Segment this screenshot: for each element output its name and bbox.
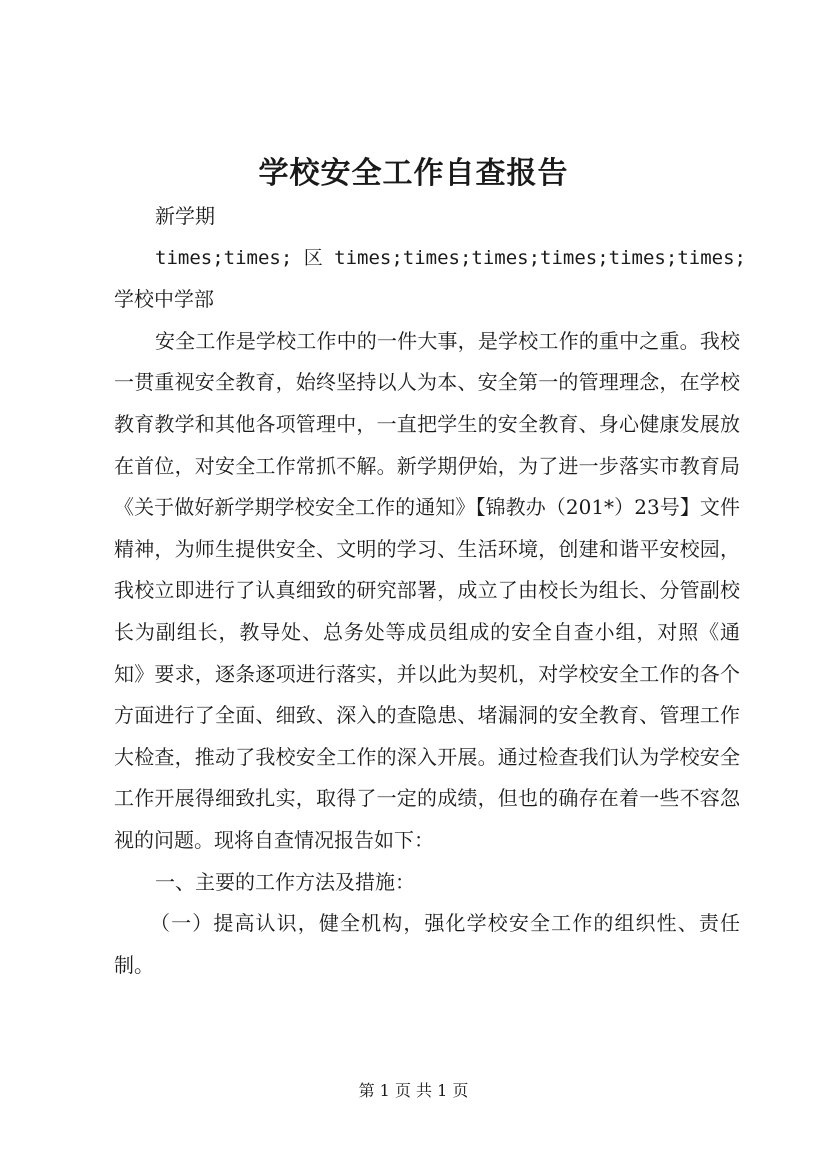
intro-paragraph: 安全工作是学校工作中的一件大事，是学校工作的重中之重。我校一贯重视安全教育，始终坚持以人为本、安全第一的管理理念，在学校教育教学和其他各项管理中，一直把学生的安全教育、身心健康发展放在首位，对安全工作常抓不解。新学期伊始，为了进一步落实市教育局《关于做好新学期学校安全工作的通知》【锦教办（201*）23号】文件精神，为师生提供安全、文明的学习、生活环境，创建和谐平安校园，我校立即进行了认真细致的研究部署，成立了由校长为组长、分管副校长为副组长，教导处、总务处等成员组成的安全自查小组，对照《通知》要求，逐条逐项进行落实，并以此为契机，对学校安全工作的各个方面进行了全面、细致、深入的查隐患、堵漏洞的安全教育、管理工作大检查，推动了我校安全工作的深入开展。通过检查我们认为学校安全工作开展得细致扎实，取得了一定的成绩，但也的确存在着一些不容忽视的问题。现将自查情况报告如下： bbox=[114, 328, 740, 852]
document-title: 学校安全工作自查报告 bbox=[258, 156, 569, 191]
subsection-heading: （一）提高认识，健全机构，强化学校安全工作的组织性、责任制。 bbox=[114, 911, 740, 977]
page-footer: 第 1 页 共 1 页 bbox=[358, 1081, 469, 1100]
district-line: times;times; 区 times;times;times;times;times;times; bbox=[155, 246, 746, 269]
semester-line: 新学期 bbox=[155, 204, 215, 228]
document-body bbox=[114, 196, 746, 986]
section-heading: 一、主要的工作方法及措施： bbox=[155, 869, 415, 894]
school-line: 学校中学部 bbox=[114, 287, 214, 312]
